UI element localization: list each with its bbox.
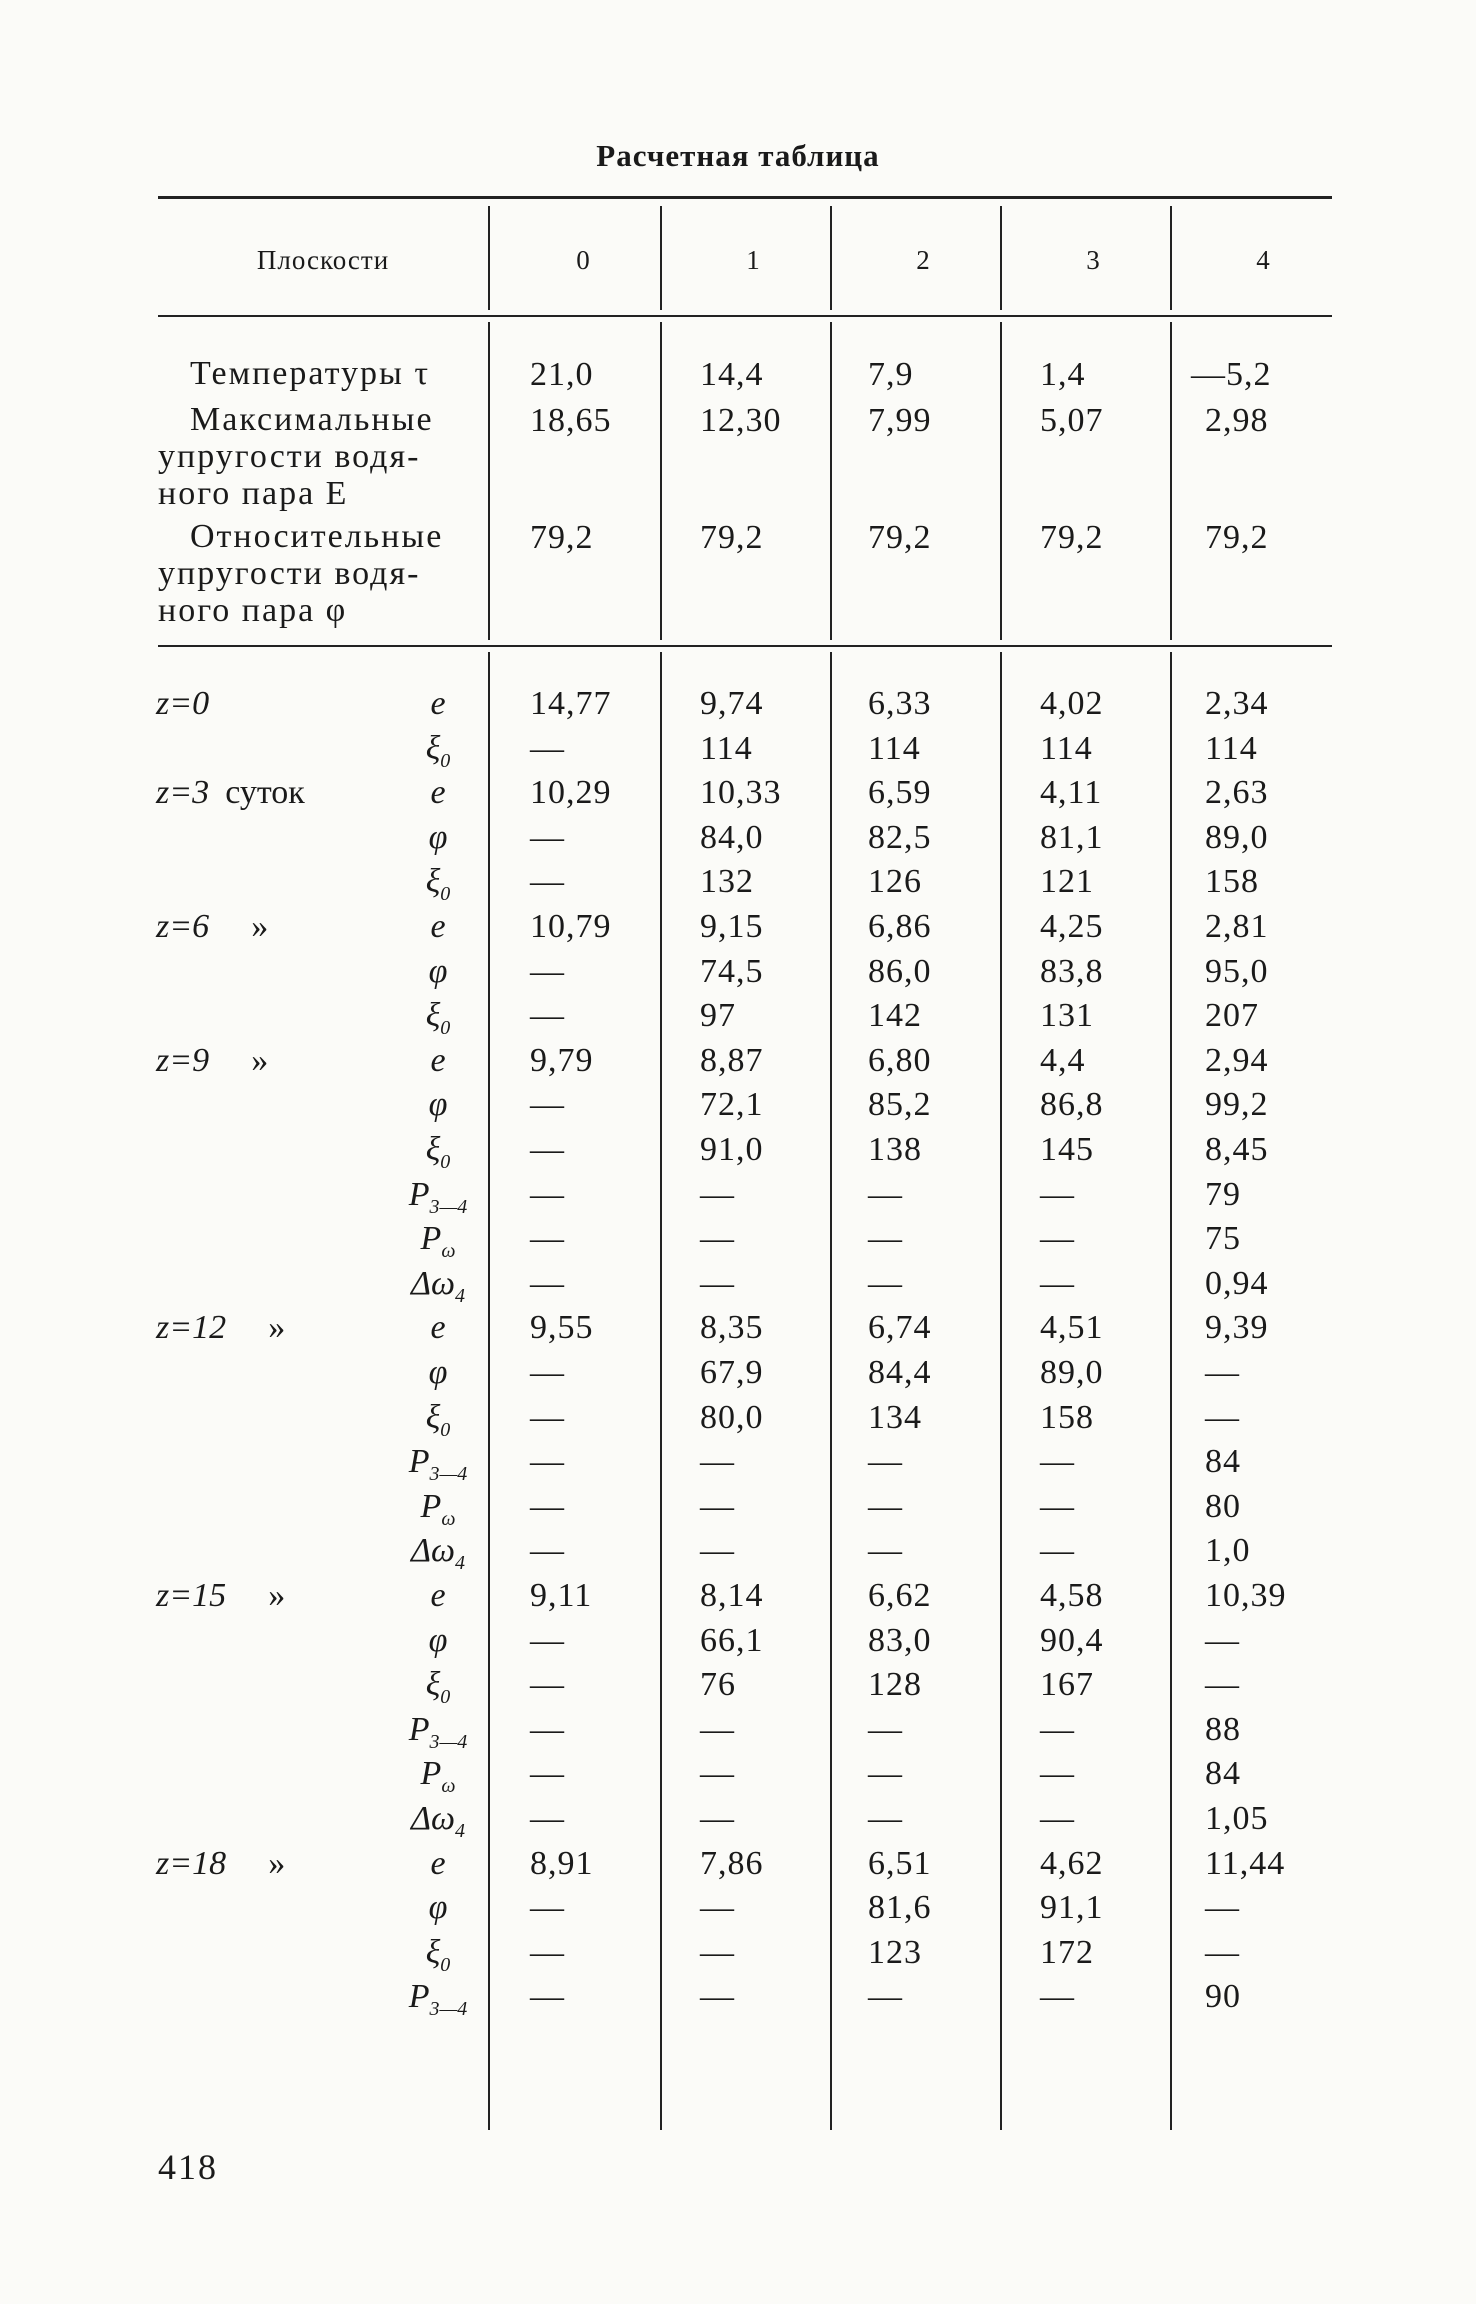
value-cell: — — [530, 1666, 565, 1704]
value-cell: — — [530, 1354, 565, 1391]
value-cell: — — [1040, 1175, 1075, 1213]
value-cell: — — [700, 1933, 735, 1971]
value-cell: 126 — [868, 863, 922, 901]
value-cell: — — [868, 1264, 903, 1302]
value-cell: 82,5 — [868, 818, 932, 856]
top-value-cell: 14,4 — [700, 356, 764, 393]
value-cell: 76 — [700, 1666, 736, 1704]
value-cell: — — [530, 1889, 565, 1927]
value-cell: 9,11 — [530, 1577, 593, 1614]
value-cell: 158 — [1205, 863, 1259, 901]
value-cell: — — [530, 1621, 565, 1659]
value-cell: 207 — [1205, 997, 1259, 1035]
row-symbol: e — [430, 685, 446, 722]
row-symbol: $P_{3—4}$ — [408, 1443, 468, 1485]
value-cell: — — [868, 1800, 903, 1837]
row-symbol: $\xi_0$ — [425, 1131, 451, 1173]
value-cell: 8,35 — [700, 1309, 764, 1347]
value-cell: — — [530, 997, 565, 1035]
z-value: z=18 — [156, 1844, 227, 1882]
column-rule — [488, 652, 490, 2130]
value-cell: — — [530, 1443, 565, 1481]
value-cell: 72,1 — [700, 1086, 764, 1124]
value-cell: — — [1205, 1889, 1240, 1927]
row-symbol: $\Delta\omega_4$ — [411, 1800, 465, 1842]
value-cell: — — [700, 1755, 735, 1793]
value-cell: 6,62 — [868, 1577, 932, 1614]
header-column-3: 3 — [1086, 245, 1100, 275]
value-cell: — — [530, 1175, 565, 1213]
value-cell: 99,2 — [1205, 1086, 1269, 1124]
column-rule — [1000, 652, 1002, 2130]
value-cell: 9,15 — [700, 908, 764, 945]
value-cell: 8,91 — [530, 1844, 594, 1882]
row-symbol: φ — [428, 1621, 448, 1659]
value-cell: — — [1040, 1800, 1075, 1837]
column-rule — [830, 652, 832, 2130]
header-column-1: 1 — [746, 245, 760, 275]
z-unit: » — [251, 908, 269, 945]
value-cell: — — [530, 1264, 565, 1302]
value-cell: — — [1040, 1978, 1075, 2016]
header-column-4: 4 — [1256, 245, 1270, 275]
value-cell: 8,14 — [700, 1577, 764, 1614]
table-title: Расчетная таблица — [596, 138, 880, 173]
value-cell: 158 — [1040, 1398, 1094, 1436]
value-cell: — — [868, 1978, 903, 2016]
value-cell: — — [868, 1755, 903, 1793]
value-cell: 89,0 — [1040, 1354, 1104, 1391]
value-cell: 95,0 — [1205, 952, 1269, 990]
value-cell: 2,34 — [1205, 685, 1269, 722]
z-value: z=3 — [156, 774, 210, 812]
top-value-cell: 18,65 — [530, 402, 612, 439]
z-time-label — [156, 1041, 268, 1081]
value-cell: — — [530, 1487, 565, 1525]
value-cell: — — [1040, 1532, 1075, 1570]
value-cell: — — [700, 1220, 735, 1258]
column-rule — [1000, 322, 1002, 640]
top-value-cell: 21,0 — [530, 356, 594, 393]
z-value: z=6 — [156, 908, 210, 945]
z-unit: » — [268, 1577, 286, 1614]
row-symbol: $\xi_0$ — [425, 997, 451, 1039]
value-cell: 79 — [1205, 1175, 1241, 1213]
value-cell: — — [1205, 1933, 1240, 1971]
value-cell: — — [700, 1889, 735, 1927]
top-value-cell: 79,2 — [1040, 519, 1104, 556]
top-value-cell: 5,07 — [1040, 402, 1104, 439]
value-cell: — — [1040, 1487, 1075, 1525]
value-cell: 97 — [700, 997, 736, 1035]
value-cell: 85,2 — [868, 1086, 932, 1124]
top-value-cell: 79,2 — [1205, 519, 1269, 556]
value-cell: — — [530, 1532, 565, 1570]
value-cell: 172 — [1040, 1933, 1094, 1971]
value-cell: 4,4 — [1040, 1041, 1086, 1079]
z-unit: » — [251, 1041, 269, 1079]
column-rule — [660, 652, 662, 2130]
value-cell: 10,79 — [530, 908, 612, 945]
z-time-label — [156, 1576, 285, 1616]
value-cell: — — [868, 1175, 903, 1213]
value-cell: 2,81 — [1205, 908, 1269, 945]
row-symbol: e — [430, 1577, 446, 1614]
row-symbol: $\xi_0$ — [425, 1933, 451, 1976]
value-cell: 86,0 — [868, 952, 932, 990]
value-cell: 89,0 — [1205, 818, 1269, 856]
value-cell: — — [530, 1978, 565, 2016]
value-cell: — — [868, 1710, 903, 1748]
row-symbol: $\Delta\omega_4$ — [411, 1532, 465, 1575]
label-max-vapor-pressure: Максимальные упругости водя- ного пара E — [158, 401, 434, 512]
row-symbol: $P_\omega$ — [420, 1220, 456, 1262]
row-symbol: φ — [428, 1889, 448, 1927]
row-symbol: φ — [428, 818, 448, 856]
top-value-cell: 79,2 — [530, 519, 594, 556]
value-cell: — — [1040, 1443, 1075, 1481]
row-symbol: $\xi_0$ — [425, 1666, 451, 1708]
row-symbol: $P_\omega$ — [420, 1487, 456, 1530]
z-time-label — [156, 1308, 285, 1348]
value-cell: 66,1 — [700, 1621, 764, 1659]
z-time-label — [156, 684, 209, 724]
column-rule — [660, 322, 662, 640]
label-temperature: Температуры τ — [190, 355, 430, 392]
value-cell: 80 — [1205, 1487, 1241, 1525]
value-cell: — — [530, 1933, 565, 1971]
value-cell: 134 — [868, 1398, 922, 1436]
value-cell: 121 — [1040, 863, 1094, 901]
value-cell: — — [530, 818, 565, 856]
row-symbol: e — [430, 1041, 446, 1079]
value-cell: 142 — [868, 997, 922, 1035]
header-column-2: 2 — [916, 245, 930, 275]
z-time-label — [156, 907, 268, 947]
value-cell: 123 — [868, 1933, 922, 1971]
value-cell: 84,4 — [868, 1354, 932, 1391]
value-cell: — — [868, 1220, 903, 1258]
row-symbol: $P_{3—4}$ — [408, 1710, 468, 1753]
row-symbol: $P_\omega$ — [420, 1755, 456, 1798]
value-cell: — — [700, 1175, 735, 1213]
value-cell: 90 — [1205, 1978, 1241, 2016]
z-unit: суток — [225, 774, 305, 812]
value-cell: 114 — [868, 729, 921, 767]
row-symbol: $\xi_0$ — [425, 1398, 451, 1441]
value-cell: 91,1 — [1040, 1889, 1104, 1927]
value-cell: — — [530, 1755, 565, 1793]
row-symbol: $\xi_0$ — [425, 729, 451, 772]
z-time-label — [156, 773, 305, 813]
row-symbol: $\xi_0$ — [425, 863, 451, 906]
value-cell: 6,80 — [868, 1041, 932, 1079]
column-rule — [488, 206, 490, 310]
value-cell: 2,94 — [1205, 1041, 1269, 1079]
value-cell: 4,25 — [1040, 908, 1104, 945]
value-cell: 145 — [1040, 1131, 1094, 1168]
value-cell: 114 — [1040, 729, 1093, 767]
value-cell: — — [868, 1487, 903, 1525]
value-cell: 84 — [1205, 1443, 1241, 1481]
value-cell: 4,02 — [1040, 685, 1104, 722]
value-cell: 83,0 — [868, 1621, 932, 1659]
top-value-cell: 2,98 — [1205, 402, 1269, 439]
value-cell: 14,77 — [530, 685, 612, 722]
top-value-cell: 79,2 — [868, 519, 932, 556]
value-cell: 131 — [1040, 997, 1094, 1035]
value-cell: — — [700, 1978, 735, 2016]
value-cell: 80,0 — [700, 1398, 764, 1436]
column-rule — [1170, 322, 1172, 640]
value-cell: 10,29 — [530, 774, 612, 812]
page-number: 418 — [158, 2147, 218, 2187]
value-cell: — — [1040, 1264, 1075, 1302]
row-symbol: e — [430, 774, 446, 812]
column-rule — [830, 322, 832, 640]
value-cell: 11,44 — [1205, 1844, 1286, 1882]
row-symbol: e — [430, 1309, 446, 1347]
value-cell: 10,39 — [1205, 1577, 1287, 1614]
z-value: z=9 — [156, 1041, 210, 1079]
value-cell: 167 — [1040, 1666, 1094, 1704]
value-cell: 90,4 — [1040, 1621, 1104, 1659]
value-cell: — — [530, 863, 565, 901]
value-cell: — — [1040, 1220, 1075, 1258]
value-cell: — — [530, 729, 565, 767]
top-value-cell: —5,2 — [1191, 356, 1272, 393]
row-symbol: $P_{3—4}$ — [408, 1978, 468, 2021]
value-cell: 1,05 — [1205, 1800, 1269, 1837]
value-cell: — — [530, 952, 565, 990]
row-symbol: e — [430, 1844, 446, 1882]
top-rule — [158, 196, 1332, 199]
row-symbol: φ — [428, 1086, 448, 1124]
value-cell: 81,6 — [868, 1889, 932, 1927]
top-value-cell: 7,99 — [868, 402, 932, 439]
value-cell: — — [700, 1487, 735, 1525]
value-cell: 6,59 — [868, 774, 932, 812]
value-cell: 4,62 — [1040, 1844, 1104, 1882]
value-cell: 83,8 — [1040, 952, 1104, 990]
value-cell: — — [700, 1710, 735, 1748]
top-value-cell: 1,4 — [1040, 356, 1086, 393]
value-cell: 8,87 — [700, 1041, 764, 1079]
row-symbol: φ — [428, 1354, 448, 1391]
value-cell: 6,74 — [868, 1309, 932, 1347]
value-cell: 8,45 — [1205, 1131, 1269, 1168]
value-cell: — — [700, 1800, 735, 1837]
header-planes-label: Плоскости — [256, 245, 390, 275]
z-value: z=12 — [156, 1309, 227, 1347]
top-value-cell: 7,9 — [868, 356, 914, 393]
value-cell: 132 — [700, 863, 754, 901]
value-cell: 4,11 — [1040, 774, 1103, 812]
value-cell: — — [530, 1086, 565, 1124]
row-symbol: φ — [428, 952, 448, 990]
value-cell: 6,51 — [868, 1844, 932, 1882]
value-cell: — — [700, 1443, 735, 1481]
value-cell: 6,86 — [868, 908, 932, 945]
value-cell: 88 — [1205, 1710, 1241, 1748]
value-cell: 4,51 — [1040, 1309, 1104, 1347]
row-symbol: $P_{3—4}$ — [408, 1175, 468, 1218]
value-cell: 67,9 — [700, 1354, 764, 1391]
z-value: z=0 — [156, 685, 210, 722]
z-unit: » — [268, 1844, 286, 1882]
value-cell: 6,33 — [868, 685, 932, 722]
value-cell: 138 — [868, 1131, 922, 1168]
header-bottom-rule — [158, 315, 1332, 317]
row-symbol: e — [430, 908, 446, 945]
value-cell: 9,39 — [1205, 1309, 1269, 1347]
value-cell: 4,58 — [1040, 1577, 1104, 1614]
z-time-label — [156, 1844, 285, 1884]
value-cell: 114 — [1205, 729, 1258, 767]
top-value-cell: 12,30 — [700, 402, 782, 439]
value-cell: — — [1040, 1755, 1075, 1793]
value-cell: — — [868, 1443, 903, 1481]
value-cell: — — [700, 1264, 735, 1302]
value-cell: — — [1205, 1621, 1240, 1659]
value-cell: — — [1205, 1354, 1240, 1391]
value-cell: — — [700, 1532, 735, 1570]
value-cell: 10,33 — [700, 774, 782, 812]
column-rule — [1170, 652, 1172, 2130]
value-cell: — — [530, 1131, 565, 1168]
value-cell: — — [1205, 1666, 1240, 1704]
value-cell: 9,79 — [530, 1041, 594, 1079]
header-column-0: 0 — [576, 245, 590, 275]
value-cell: — — [530, 1800, 565, 1837]
value-cell: 1,0 — [1205, 1532, 1251, 1570]
value-cell: 91,0 — [700, 1131, 764, 1168]
value-cell: 9,74 — [700, 685, 764, 722]
value-cell: 81,1 — [1040, 818, 1104, 856]
value-cell: — — [530, 1710, 565, 1748]
label-relative-vapor-pressure: Относительные упругости водя- ного пара φ — [158, 518, 444, 629]
value-cell: 84 — [1205, 1755, 1241, 1793]
value-cell: — — [530, 1220, 565, 1258]
value-cell: 114 — [700, 729, 753, 767]
value-cell: 84,0 — [700, 818, 764, 856]
z-value: z=15 — [156, 1577, 227, 1614]
value-cell: 74,5 — [700, 952, 764, 990]
value-cell: 9,55 — [530, 1309, 594, 1347]
value-cell: 75 — [1205, 1220, 1241, 1258]
value-cell: — — [868, 1532, 903, 1570]
value-cell: — — [530, 1398, 565, 1436]
value-cell: 2,63 — [1205, 774, 1269, 812]
row-symbol: $\Delta\omega_4$ — [411, 1264, 465, 1307]
value-cell: 0,94 — [1205, 1264, 1269, 1302]
section-divider-rule — [158, 645, 1332, 647]
value-cell: — — [1205, 1398, 1240, 1436]
z-unit: » — [268, 1309, 286, 1347]
value-cell: — — [1040, 1710, 1075, 1748]
value-cell: 7,86 — [700, 1844, 764, 1882]
top-value-cell: 79,2 — [700, 519, 764, 556]
value-cell: 128 — [868, 1666, 922, 1704]
value-cell: 86,8 — [1040, 1086, 1104, 1124]
